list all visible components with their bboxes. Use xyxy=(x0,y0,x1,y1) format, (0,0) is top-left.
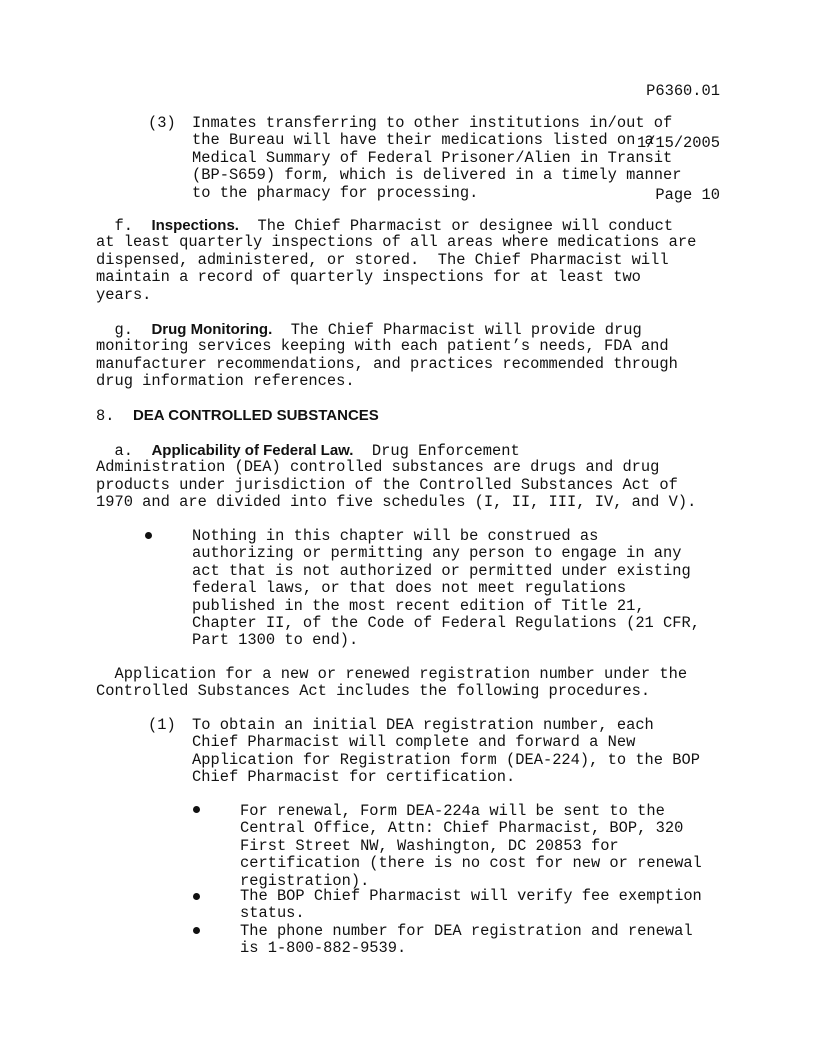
section-g-first-line xyxy=(96,321,736,338)
text-line: The phone number for DEA registration and renewal xyxy=(240,922,693,940)
bullet-icon xyxy=(193,806,200,813)
section-f-heading: Inspections. xyxy=(151,217,239,234)
sub-bullet-2-text xyxy=(240,888,730,923)
section-a-heading: Applicability of Federal Law. xyxy=(151,442,354,459)
text-line: is 1-800-882-9539. xyxy=(240,939,407,958)
section-8 xyxy=(96,407,736,424)
application-paragraph xyxy=(96,666,736,701)
section-g-marker: g. xyxy=(114,321,133,339)
bullet-icon xyxy=(193,893,200,900)
text-line: Chief Pharmacist for certification. xyxy=(192,768,516,787)
application-line-1: Application for a new or renewed registration number under the xyxy=(114,665,688,683)
text-line: published in the most recent edition of Title 21, xyxy=(192,596,645,615)
section-g-heading: Drug Monitoring. xyxy=(151,321,273,338)
item-3-marker: (3) xyxy=(148,114,176,132)
text-line: at least quarterly inspections of all areas where medications are xyxy=(96,233,697,252)
text-line: manufacturer recommendations, and practices recommended through xyxy=(96,354,678,373)
section-g-text: The Chief Pharmacist will provide drug xyxy=(290,321,642,339)
sub-bullet-3-text xyxy=(240,923,730,958)
text-line: Chapter II, of the Code of Federal Regulations (21 CFR, xyxy=(192,613,700,632)
section-a-text: Drug Enforcement xyxy=(371,442,520,460)
text-line: Inmates transferring to other institutions in/out of xyxy=(192,114,673,132)
text-line: monitoring services keeping with each patient’s needs, FDA and xyxy=(96,337,669,356)
text-line: Medical Summary of Federal Prisoner/Alien in Transit xyxy=(192,148,673,167)
section-8-heading: DEA CONTROLLED SUBSTANCES xyxy=(132,407,379,424)
text-line: Central Office, Attn: Chief Pharmacist, BOP, 320 xyxy=(240,819,684,838)
section-f xyxy=(96,217,736,304)
text-line: status. xyxy=(240,904,305,923)
text-line: federal laws, or that does not meet regulations xyxy=(192,579,627,598)
text-line: Nothing in this chapter will be construed as xyxy=(192,527,599,545)
text-line: maintain a record of quarterly inspections for at least two xyxy=(96,268,641,287)
text-line: dispensed, administered, or stored. The Chief Pharmacist will xyxy=(96,250,669,269)
text-line: (BP-S659) form, which is delivered in a timely manner xyxy=(192,166,682,185)
doc-number: P6360.01 xyxy=(646,81,720,100)
text-line: products under jurisdiction of the Controlled Substances Act of xyxy=(96,475,678,494)
text-line: Administration (DEA) controlled substances are drugs and drug xyxy=(96,458,660,477)
section-8-marker: 8. xyxy=(96,407,115,425)
section-a-marker: a. xyxy=(114,442,133,460)
text-line: certification (there is no cost for new or renewal xyxy=(240,854,702,873)
section-8-heading-line xyxy=(96,407,736,424)
text-line xyxy=(96,666,736,683)
text-line: act that is not authorized or permitted under existing xyxy=(192,561,691,580)
item-1-text xyxy=(192,717,732,787)
text-line: First Street NW, Washington, DC 20853 for xyxy=(240,836,619,855)
text-line: authorizing or permitting any person to engage in any xyxy=(192,544,682,563)
section-a-first-line xyxy=(96,442,736,459)
text-line: For renewal, Form DEA-224a will be sent to the xyxy=(240,802,665,820)
text-line: the Bureau will have their medications listed on a xyxy=(192,131,654,150)
text-line: Controlled Substances Act includes the following procedures. xyxy=(96,682,651,701)
section-a xyxy=(96,442,736,512)
bullet-icon xyxy=(193,927,200,934)
doc-date: 1/15/2005 xyxy=(636,134,720,153)
section-f-first-line xyxy=(96,217,736,234)
text-line: years. xyxy=(96,285,152,304)
bullet-icon xyxy=(145,532,152,539)
text-line: Application for Registration form (DEA-224), to the BOP xyxy=(192,750,700,769)
sub-bullet-1-text xyxy=(240,803,730,890)
page-number: Page 10 xyxy=(655,186,720,205)
text-line: drug information references. xyxy=(96,372,355,391)
item-3-text xyxy=(192,114,732,205)
text-line: 1970 and are divided into five schedules (I, II, III, IV, and V). xyxy=(96,493,697,512)
text-line: Chief Pharmacist will complete and forward a New xyxy=(192,733,636,752)
item-1-marker: (1) xyxy=(148,716,176,734)
section-g xyxy=(96,321,736,391)
section-f-text: The Chief Pharmacist or designee will conduct xyxy=(257,217,674,235)
text-line: To obtain an initial DEA registration number, each xyxy=(192,716,654,734)
text-line: Part 1300 to end). xyxy=(192,631,359,650)
bullet-text xyxy=(192,528,732,650)
text-line: to the pharmacy for processing. xyxy=(192,183,479,202)
text-line: registration). xyxy=(240,871,370,890)
section-f-marker: f. xyxy=(114,217,133,235)
text-line: The BOP Chief Pharmacist will verify fee exemption xyxy=(240,887,702,905)
